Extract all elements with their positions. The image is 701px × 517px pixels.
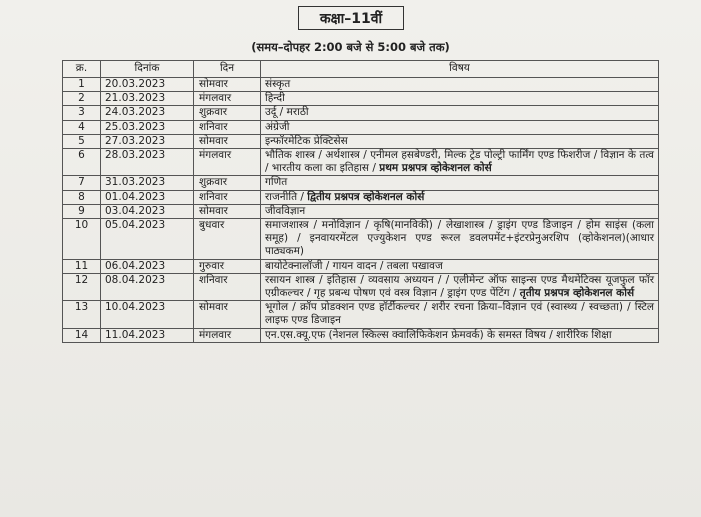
row-serial: 12 <box>63 273 101 300</box>
row-date: 10.04.2023 <box>101 301 194 328</box>
subject-text: बायोटेक्नालॉजी / गायन वादन / तबला पखावज <box>265 259 443 272</box>
subject-text: उर्दू / मराठी <box>265 106 309 119</box>
header-subject: विषय <box>261 61 659 78</box>
row-subject <box>261 92 659 106</box>
subject-text: एन.एस.क्यू.एफ (नेशनल स्किल्स क्वालिफिकेशन फ्रेमवर्क) के समस्त विषय / शारीरिक शिक्षा <box>265 328 612 341</box>
row-day: शुक्रवार <box>194 176 261 190</box>
row-date: 25.03.2023 <box>101 120 194 134</box>
subject-text: अंग्रेजी <box>265 120 290 133</box>
row-subject <box>261 134 659 148</box>
row-subject <box>261 149 659 176</box>
row-subject <box>261 219 659 260</box>
row-subject <box>261 273 659 300</box>
table-row <box>63 219 659 260</box>
row-day: मंगलवार <box>194 149 261 176</box>
row-subject <box>261 106 659 120</box>
table-row <box>63 273 659 300</box>
row-date: 05.04.2023 <box>101 219 194 260</box>
row-subject <box>261 259 659 273</box>
row-date: 03.04.2023 <box>101 204 194 218</box>
header-day: दिन <box>194 61 261 78</box>
table-row <box>63 328 659 342</box>
row-subject <box>261 190 659 204</box>
subject-text: जीवविज्ञान <box>265 204 306 217</box>
row-serial: 9 <box>63 204 101 218</box>
row-date: 21.03.2023 <box>101 92 194 106</box>
row-serial: 11 <box>63 259 101 273</box>
subject-text: इन्फॉरमेटिक प्रेक्टिसेस <box>265 134 348 147</box>
table-row <box>63 176 659 190</box>
row-serial: 5 <box>63 134 101 148</box>
table-header-row <box>63 61 659 78</box>
table-row <box>63 149 659 176</box>
row-day: शनिवार <box>194 273 261 300</box>
row-serial: 13 <box>63 301 101 328</box>
row-date: 08.04.2023 <box>101 273 194 300</box>
row-subject <box>261 204 659 218</box>
header-date: दिनांक <box>101 61 194 78</box>
row-date: 06.04.2023 <box>101 259 194 273</box>
table-row <box>63 106 659 120</box>
row-serial: 6 <box>63 149 101 176</box>
row-subject <box>261 301 659 328</box>
row-date: 27.03.2023 <box>101 134 194 148</box>
row-day: सोमवार <box>194 204 261 218</box>
row-subject <box>261 120 659 134</box>
table-row <box>63 78 659 92</box>
row-serial: 1 <box>63 78 101 92</box>
page-subtitle: (समय–दोपहर 2:00 बजे से 5:00 बजे तक) <box>251 40 450 54</box>
subject-text: रसायन शास्त्र / इतिहास / व्यवसाय अध्ययन / / एलीमेन्ट ऑफ साइन्स एण्ड मैथमेटिक्स यूजफुल फॉर एग्रीकल्चर / गृह प्रबन्ध पोषण एवं वस्त्र विज्ञान / ड्राइंग एण्ड पेंटिंग / <box>265 273 654 300</box>
row-serial: 10 <box>63 219 101 260</box>
table-row <box>63 259 659 273</box>
table-row <box>63 120 659 134</box>
row-day: मंगलवार <box>194 328 261 342</box>
row-date: 24.03.2023 <box>101 106 194 120</box>
row-day: गुरुवार <box>194 259 261 273</box>
subject-vocational-text: प्रथम प्रश्नपत्र व्होकेशनल कोर्स <box>379 162 492 175</box>
row-day: शुक्रवार <box>194 106 261 120</box>
subject-vocational-text: तृतीय प्रश्नपत्र व्होकेशनल कोर्स <box>519 287 635 300</box>
timetable <box>62 60 659 343</box>
subject-text: संस्कृत <box>265 78 291 90</box>
row-day: सोमवार <box>194 134 261 148</box>
table-row <box>63 134 659 148</box>
subject-vocational-text: द्वितीय प्रश्नपत्र व्होकेशनल कोर्स <box>307 190 425 203</box>
row-subject <box>261 176 659 190</box>
subject-text: भूगोल / क्रॉप प्रोडक्शन एण्ड हॉर्टीकल्चर / शरीर रचना क्रिया–विज्ञान एवं (स्वास्थ्य / स्वच्छता) / स्टिल लाइफ एण्ड डिजाइन <box>265 301 654 327</box>
table-row <box>63 92 659 106</box>
table-row <box>63 204 659 218</box>
row-serial: 8 <box>63 190 101 204</box>
subject-text: समाजशास्त्र / मनोविज्ञान / कृषि(मानविकी) / लेखाशास्त्र / ड्राइंग एण्ड डिजाइन / होम साइंस (कला समूह) / इनवायरमेंटल एज्युकेशन एण्ड रूरल डवलपमेंट+इंटरप्रेनुअरशिप (व्होकेशनल)(आधार पाठ्यकम) <box>265 219 654 258</box>
subject-text: राजनीति / <box>265 190 308 203</box>
row-date: 20.03.2023 <box>101 78 194 92</box>
row-day: मंगलवार <box>194 92 261 106</box>
row-date: 01.04.2023 <box>101 190 194 204</box>
page-title: कक्षा–11वीं <box>298 6 404 30</box>
row-serial: 3 <box>63 106 101 120</box>
row-serial: 2 <box>63 92 101 106</box>
row-subject <box>261 78 659 92</box>
row-serial: 7 <box>63 176 101 190</box>
subject-text: भौतिक शास्त्र / अर्थशास्त्र / एनीमल हसबेण्डरी, मिल्क ट्रेड पोल्ट्री फार्मिंग एण्ड फिशरीज / विज्ञान के तत्व / भारतीय कला का इतिहास / <box>265 149 654 175</box>
row-day: बुधवार <box>194 219 261 260</box>
header-serial: क्र. <box>63 61 101 78</box>
subject-text: हिन्दी <box>265 92 285 105</box>
row-day: शनिवार <box>194 120 261 134</box>
row-day: सोमवार <box>194 301 261 328</box>
row-serial: 4 <box>63 120 101 134</box>
row-date: 28.03.2023 <box>101 149 194 176</box>
row-day: सोमवार <box>194 78 261 92</box>
table-row <box>63 301 659 328</box>
row-date: 31.03.2023 <box>101 176 194 190</box>
row-day: शनिवार <box>194 190 261 204</box>
row-subject <box>261 328 659 342</box>
table-row <box>63 190 659 204</box>
row-date: 11.04.2023 <box>101 328 194 342</box>
row-serial: 14 <box>63 328 101 342</box>
subject-text: गणित <box>265 176 288 189</box>
